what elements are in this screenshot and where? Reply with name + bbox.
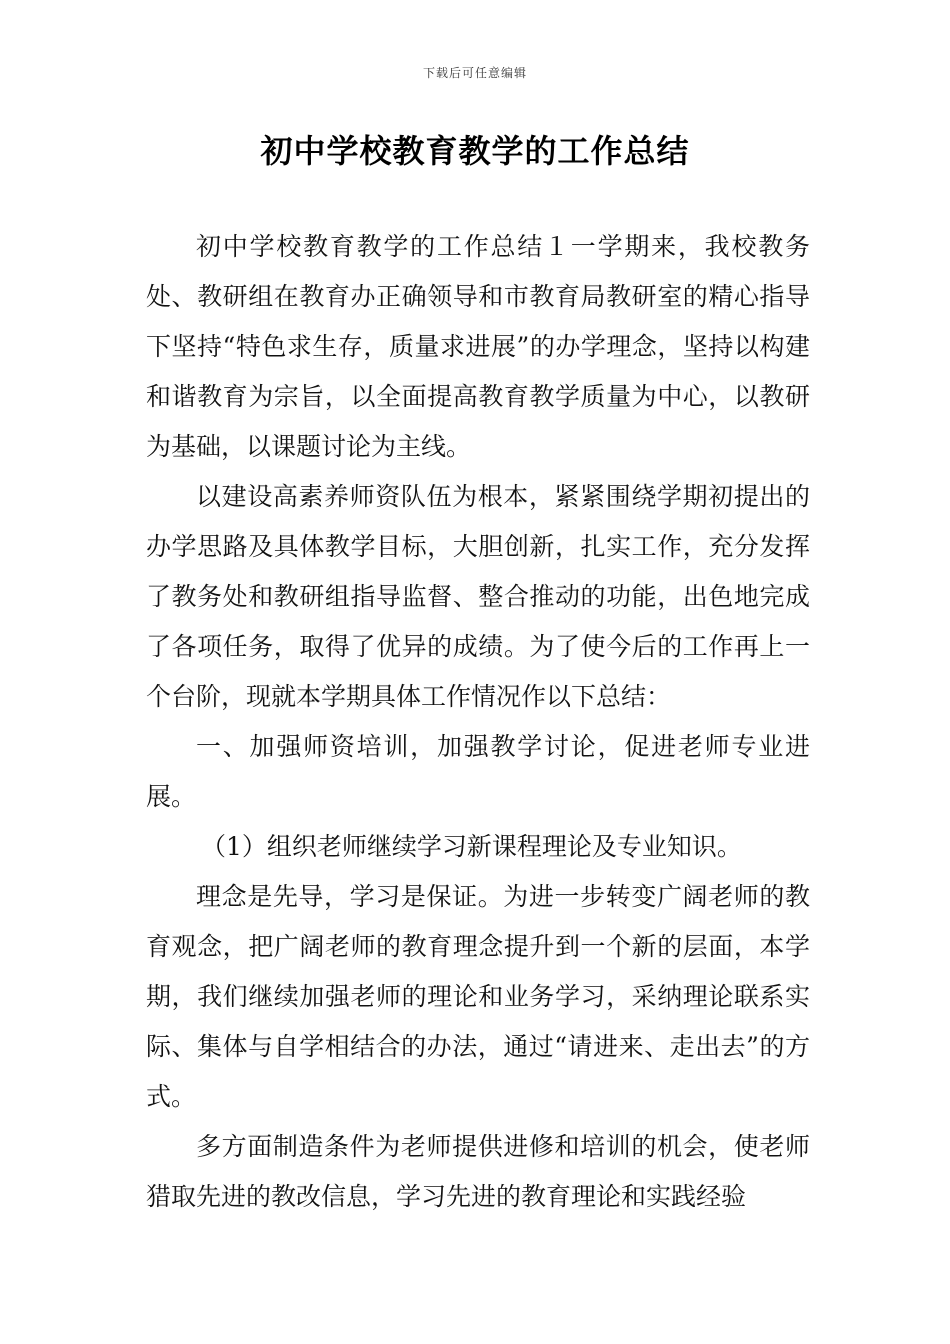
subsection-heading: （1）组织老师继续学习新课程理论及专业知识。 [201, 832, 742, 861]
section-heading: 一、加强师资培训，加强教学讨论，促进老师专业进展。 [146, 732, 810, 811]
paragraph: 多方面制造条件为老师提供进修和培训的机会，使老师猎取先进的教改信息，学习先进的教育理论和实践经验 [146, 1132, 810, 1211]
header-note: 下载后可任意编辑 [422, 66, 527, 80]
document-body [146, 222, 810, 1222]
paragraph: 初中学校教育教学的工作总结１一学期来，我校教务处、教研组在教育办正确领导和市教育局教研室的精心指导下坚持“特色求生存，质量求进展”的办学理念，坚持以构建和谐教育为宗旨，以全面提高教育教学质量为中心，以教研为基础，以课题讨论为主线。 [146, 232, 810, 461]
paragraph: 理念是先导，学习是保证。为进一步转变广阔老师的教育观念，把广阔老师的教育理念提升到一个新的层面，本学期，我们继续加强老师的理论和业务学习，采纳理论联系实际、集体与自学相结合的办法，通过“请进来、走出去”的方式。 [146, 882, 810, 1111]
paragraph: 以建设高素养师资队伍为根本，紧紧围绕学期初提出的办学思路及具体教学目标，大胆创新，扎实工作，充分发挥了教务处和教研组指导监督、整合推动的功能，出色地完成了各项任务，取得了优异的成绩。为了使今后的工作再上一个台阶，现就本学期具体工作情况作以下总结： [146, 482, 810, 711]
document-title: 初中学校教育教学的工作总结 [260, 132, 690, 170]
